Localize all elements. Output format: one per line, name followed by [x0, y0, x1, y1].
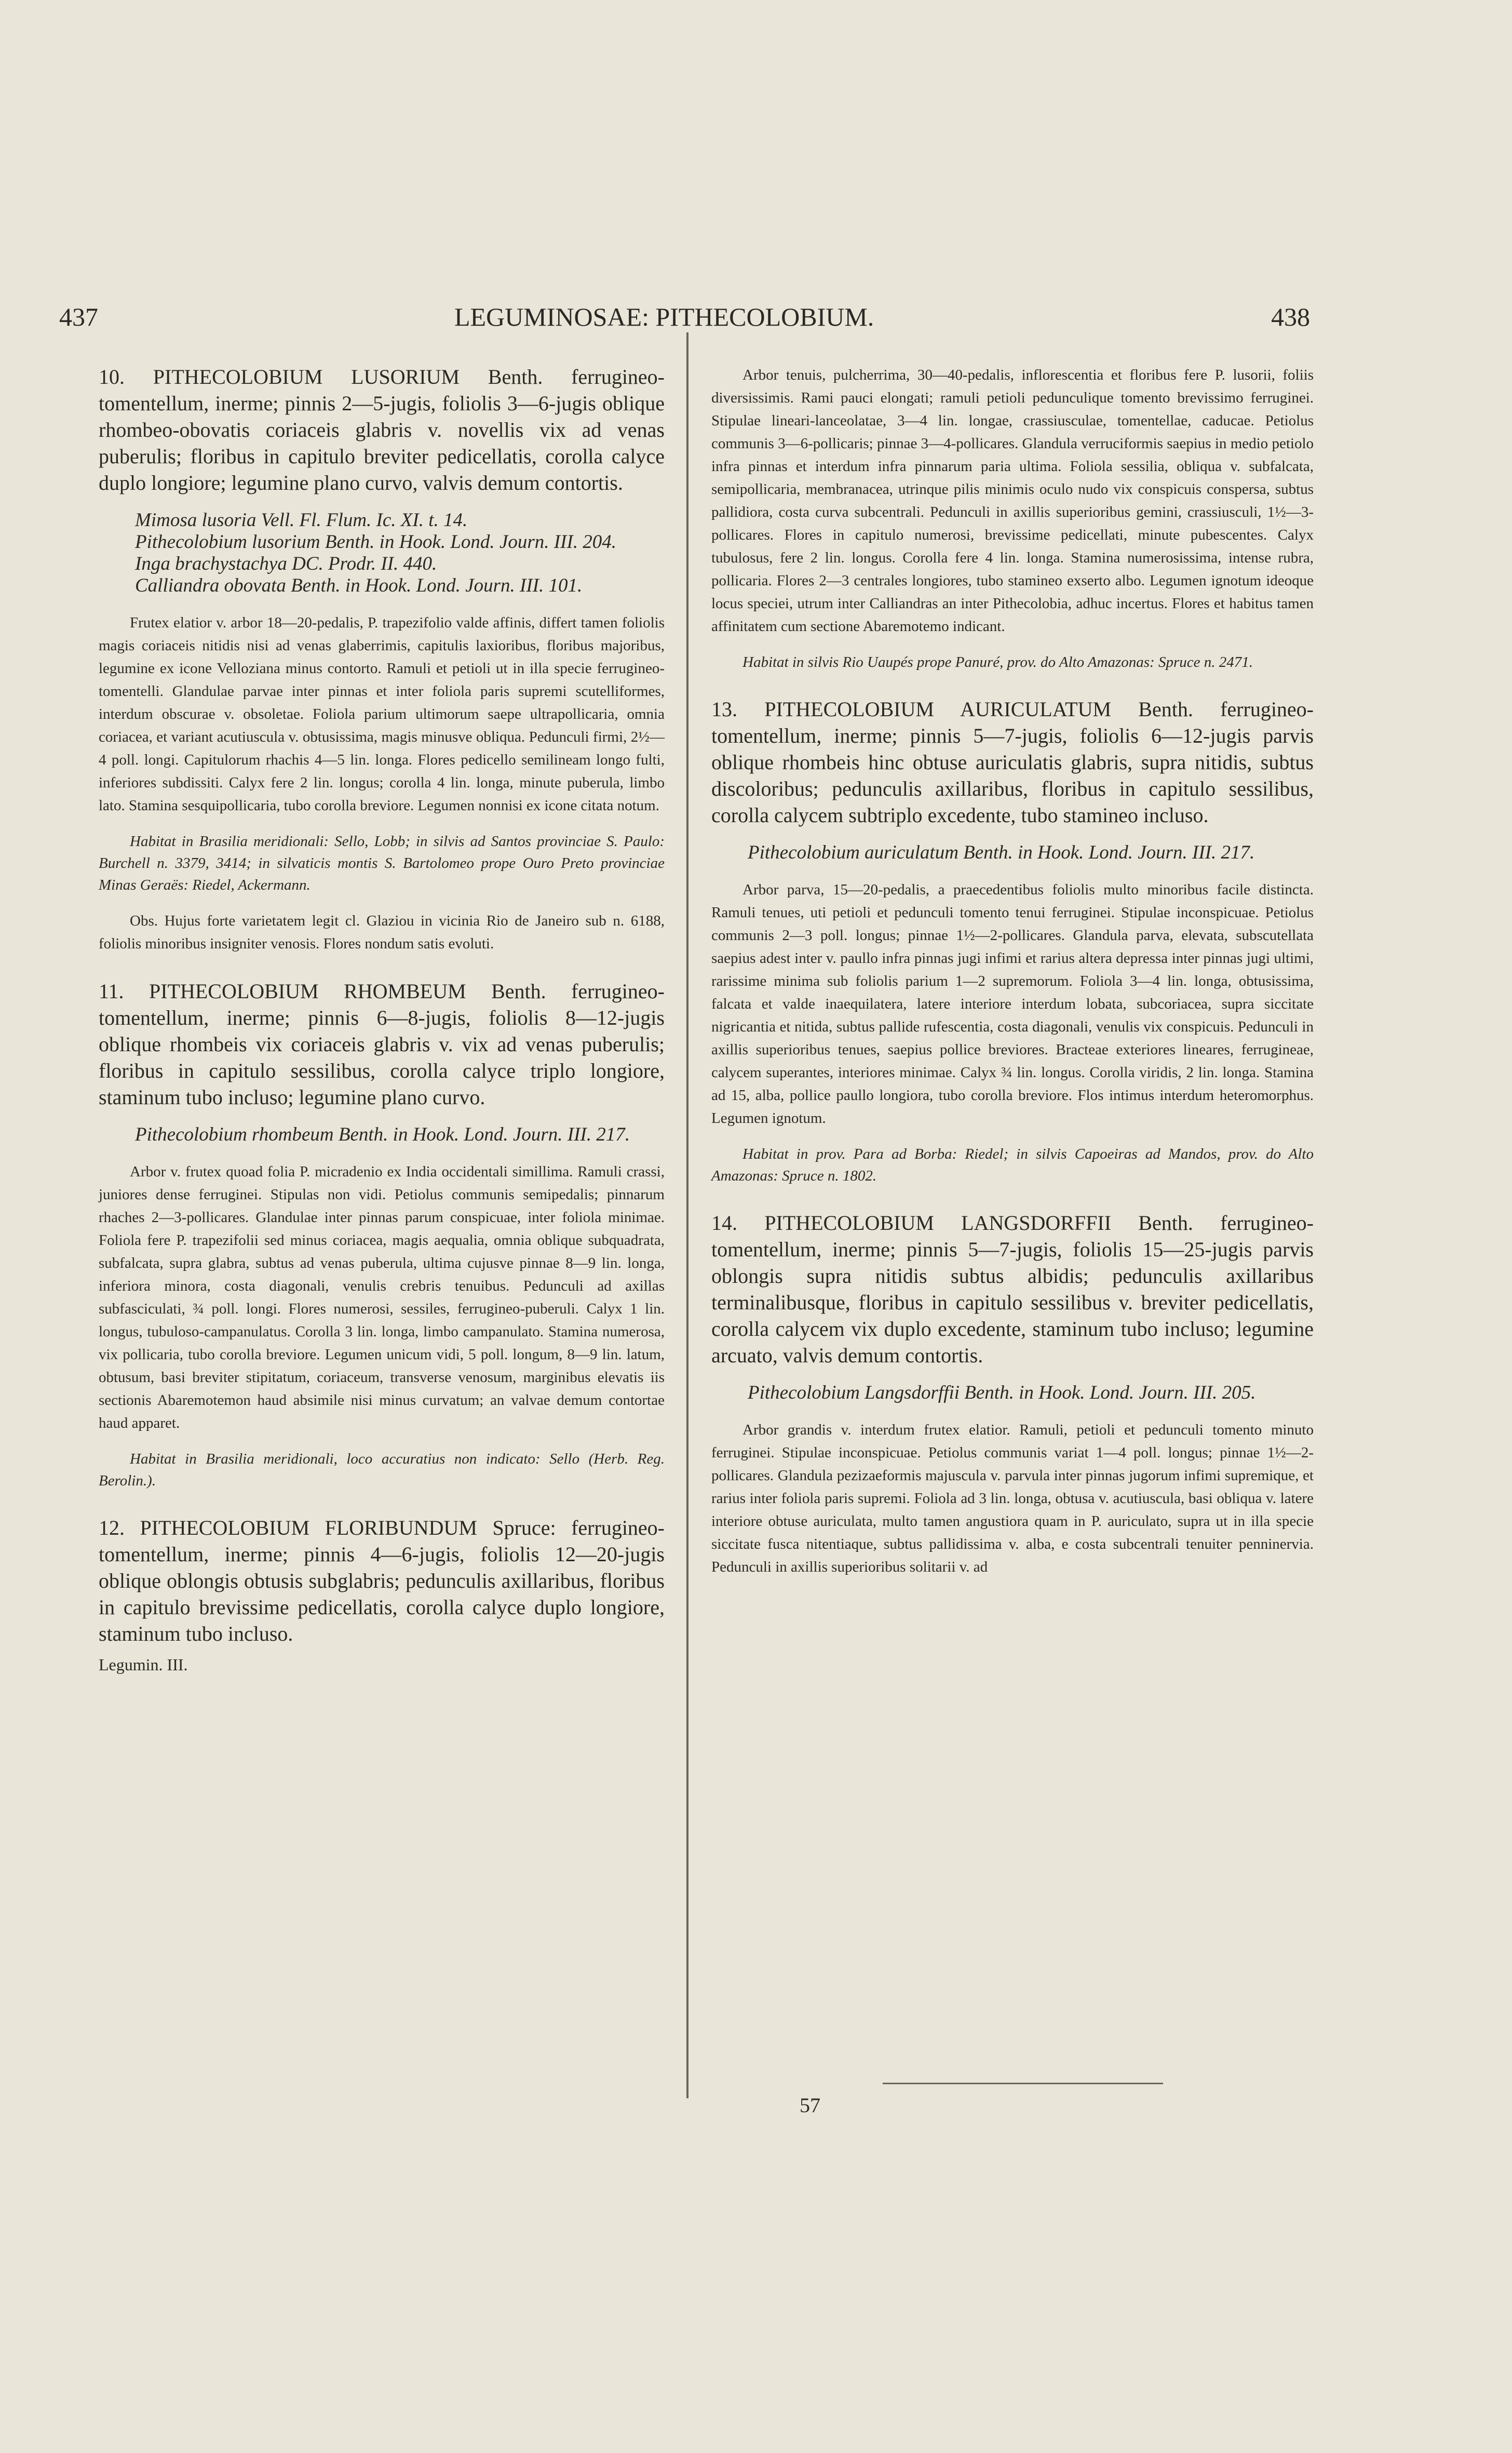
entry-10-synonyms: [99, 510, 665, 597]
entry-14-description: Arbor grandis v. interdum frutex elatior. Ramuli, petioli et pedunculi tomento minuto ferruginei. Stipulae inconspicuae. Petiolus communis variat 1—4 poll. longus; pinnae 1½—2-pollicares. Glandula pezizaeformis majuscula v. parvula inter pinnas jugorum infimi supremique, et rarius inter foliola paris supremi. Foliola ad 3 lin. longa, obtusa v. acutiuscula, basi obliqua v. latere interiore obtuse auriculata, multo tamen angustiora quam in P. auriculato, supra ut in illa specie siccitate fusca nitentiaque, subtus pallidissima v. alba, e costa subcentrali tenuiter penninervia. Pedunculi in axillis superioribus solitarii v. ad: [711, 1422, 1314, 1575]
entry-12-description: Arbor tenuis, pulcherrima, 30—40-pedalis, inflorescentia et floribus fere P. lusorii, foliis diversissimis. Rami pauci elongati; ramuli petioli pedunculique tomento brevissimo ferruginei. Stipulae lineari-lanceolatae, 3—4 lin. longae, crassiusculae, tomentellae, caducae. Petiolus communis 3—6-pollicaris; pinnae 3—4-pollicares. Glandula verruciformis saepius in medio petiolo infra pinnas et interdum infra pinnarum paria ultima. Foliola sessilia, obliqua v. subfalcata, semipollicaria, membranacea, utrinque pilis minimis oculo nudo vix conspicuis conspersa, subtus pallidiora, costa curva subcentrali. Pedunculi in axillis superioribus gemini, crassiusculi, 1½—3-pollicares. Flores in capitulo numerosi, brevissime pedicellati, minute pubescentes. Calyx tubulosus, fere 2 lin. longus. Corolla fere 4 lin. longa. Stamina numerosissima, intense rubra, pollicaria. Flores 2—3 centrales longiores, tubo stamineo exserto albo. Legumen ignotum ideoque locus speciei, utrum inter Calliandras an inter Pithecolobia, adhuc incertus. Flores et habitus tamen affinitatem cum sectione Abaremotemo indicant.: [711, 367, 1314, 635]
synonym: Pithecolobium Langsdorffii Benth. in Hook. Lond. Journ. III. 205.: [748, 1382, 1256, 1403]
entry-13-habitat: Habitat in prov. Para ad Borba: Riedel; in silvis Capoeiras ad Mandos, prov. do Alto Amazonas: Spruce n. 1802.: [711, 1146, 1314, 1184]
entry-11-habitat: Habitat in Brasilia meridionali, loco accuratius non indicato: Sello (Herb. Reg. Berolin.).: [99, 1451, 665, 1489]
entry-13-heading: 13. PITHECOLOBIUM AURICULATUM Benth. ferrugineo-tomentellum, inerme; pinnis 5—7-jugis, foliolis 6—12-jugis parvis oblique rhombeis hinc obtuse auriculatis glabris, supra nitidis, subtus discoloribus; pedunculis axillaribus, floribus in capitulo sessilibus, corolla calycem subtriplo excedente, tubo stamineo incluso.: [711, 698, 1314, 827]
left-column: [99, 364, 665, 1675]
signature-mark: Legumin. III.: [99, 1655, 188, 1674]
entry-11-synonyms: [99, 1124, 665, 1146]
synonym: Inga brachystachya DC. Prodr. II. 440.: [135, 553, 437, 574]
entry-14-synonyms: [711, 1382, 1314, 1404]
entry-10-observation: Obs. Hujus forte varietatem legit cl. Glaziou in vicinia Rio de Janeiro sub n. 6188, foliolis minoribus insigniter venosis. Flores nondum satis evoluti.: [99, 913, 665, 952]
sheet-number: 57: [800, 2094, 820, 2117]
running-title: LEGUMINOSAE: PITHECOLOBIUM.: [454, 302, 874, 331]
bottom-rule: [883, 2083, 1163, 2084]
entry-10-heading: 10. PITHECOLOBIUM LUSORIUM Benth. ferrugineo-tomentellum, inerme; pinnis 2—5-jugis, foliolis 3—6-jugis oblique rhombeo-obovatis coriaceis glabris v. novellis vix ad venas puberulis; floribus in capitulo breviter pedicellatis, corolla calyce duplo longiore; legumine plano curvo, valvis demum contortis.: [99, 365, 665, 494]
page-number-left: 437: [59, 302, 98, 331]
column-divider: [686, 332, 688, 2098]
synonym: Pithecolobium lusorium Benth. in Hook. Lond. Journ. III. 204.: [135, 531, 616, 553]
synonym: Mimosa lusoria Vell. Fl. Flum. Ic. XI. t. 14.: [135, 510, 468, 531]
entry-13-synonyms: [711, 842, 1314, 864]
synonym: Calliandra obovata Benth. in Hook. Lond. Journ. III. 101.: [135, 575, 583, 596]
entry-12-habitat: Habitat in silvis Rio Uaupés prope Panuré, prov. do Alto Amazonas: Spruce n. 2471.: [743, 654, 1253, 671]
synonym: Pithecolobium rhombeum Benth. in Hook. Lond. Journ. III. 217.: [135, 1124, 630, 1145]
entry-14-heading: 14. PITHECOLOBIUM LANGSDORFFII Benth. ferrugineo-tomentellum, inerme; pinnis 5—7-jugis, foliolis 15—25-jugis parvis oblongis supra nitidis subtus albidis; pedunculis axillaribus terminalibusque, floribus in capitulo sessilibus v. breviter pedicellatis, corolla calycem vix duplo excedente, staminum tubo incluso; legumine arcuato, valvis demum contortis.: [711, 1211, 1314, 1367]
entry-11-description: Arbor v. frutex quoad folia P. micradenio ex India occidentali simillima. Ramuli crassi, juniores dense ferruginei. Stipulas non vidi. Petiolus communis semipedalis; pinnarum rhaches 2—3-pollicares. Glandulae inter pinnas parum conspicuae, inter foliola minimae. Foliola fere P. trapezifolii sed minus coriacea, magis aequalia, omnia oblique subquadrata, subfalcata, supra glabra, subtus ad venas puberula, ultima cujusve pinnae 8—9 lin. longa, inferiora minora, costa diagonali, venulis crebris tenuibus. Pedunculi ad axillas subfasciculati, ¾ poll. longi. Flores numerosi, sessiles, ferrugineo-puberuli. Calyx 1 lin. longus, tubuloso-campanulatus. Corolla 3 lin. longa, limbo campanulato. Stamina numerosa, vix pollicaria, tubo corolla breviore. Legumen unicum vidi, 5 poll. longum, 8—9 lin. latum, obtusum, basi breviter stipitatum, coriaceum, transverse venosum, marginibus elevatis iis sectionis Abaremotemon haud absimile nisi minus curvatum; an valvae demum contortae haud apparet.: [99, 1163, 665, 1431]
right-column: [711, 364, 1314, 1578]
entry-10-habitat: Habitat in Brasilia meridionali: Sello, Lobb; in silvis ad Santos provinciae S. Paulo: Burchell n. 3379, 3414; in silvaticis montis S. Bartolomeo prope Ouro Preto provinciae Minas Geraës: Riedel, Ackermann.: [99, 833, 665, 893]
entry-11-heading: 11. PITHECOLOBIUM RHOMBEUM Benth. ferrugineo-tomentellum, inerme; pinnis 6—8-jugis, foliolis 8—12-jugis oblique rhombeis vix coriaceis glabris v. vix ad venas puberulis; floribus in capitulo sessilibus, corolla calyce triplo longiore, staminum tubo incluso; legumine plano curvo.: [99, 980, 665, 1109]
page-number-right: 438: [1271, 302, 1310, 331]
entry-12-heading: 12. PITHECOLOBIUM FLORIBUNDUM Spruce: ferrugineo-tomentellum, inerme; pinnis 4—6-jugis, foliolis 12—20-jugis oblique oblongis obtusis subglabris; pedunculis axillaribus, floribus in capitulo brevissime pedicellatis, corolla calyce duplo longiore, staminum tubo incluso.: [99, 1516, 665, 1645]
entry-13-description: Arbor parva, 15—20-pedalis, a praecedentibus foliolis multo minoribus facile distincta. Ramuli tenues, uti petioli et pedunculi tomento tenui ferruginei. Stipulae inconspicuae. Petiolus communis 2—3 poll. longus; pinnae 1½—2-pollicares. Glandula parva, elevata, subscutellata saepius adest inter v. paullo infra pinnas jugi infimi et rarius altera depressa inter pinnas jugi ultimi, rarissime minima sub foliolis parium 1—2 supremorum. Foliola 3—4 lin. longa, obtusissima, falcata et valde inaequilatera, latere interiore interdum lobata, subcoriacea, supra siccitate nigricantia et nitida, subtus pallide rufescentia, costa diagonali, venulis vix conspicuis. Pedunculi in axillis superioribus tenues, saepius pollice breviores. Bracteae exteriores lineares, ferrugineae, calycem superantes, interiores minimae. Calyx ¾ lin. longus. Corolla viridis, 2 lin. longa. Stamina ad 15, alba, pollice paullo longiora, tubo corolla breviore. Flos intimus interdum heteromorphus. Legumen ignotum.: [711, 881, 1314, 1127]
entry-10-description: Frutex elatior v. arbor 18—20-pedalis, P. trapezifolio valde affinis, differt tamen foliolis magis coriaceis nitidis nisi ad venas glaberrimis, capitulis laxioribus, floribus majoribus, legumine ex icone Velloziana minus contorto. Ramuli et petioli ut in illa specie ferrugineo-tomentelli. Glandulae parvae inter pinnas et inter foliola paris supremi scutelliformes, interdum obscurae v. obsoletae. Foliola parium ultimorum saepe ultrapollicaria, omnia coriacea, et variant acutiuscula v. obtusissima, magis minusve obliqua. Pedunculi firmi, 2½—4 poll. longi. Capitulorum rhachis 4—5 lin. longa. Flores pedicello semilineam longo fulti, inferiores subdissiti. Calyx fere 2 lin. longus; corolla 4 lin. longa, minute puberula, limbo lato. Stamina sesquipollicaria, tubo corolla breviore. Legumen nonnisi ex icone citata notum.: [99, 614, 665, 814]
synonym: Pithecolobium auriculatum Benth. in Hook. Lond. Journ. III. 217.: [748, 842, 1255, 863]
